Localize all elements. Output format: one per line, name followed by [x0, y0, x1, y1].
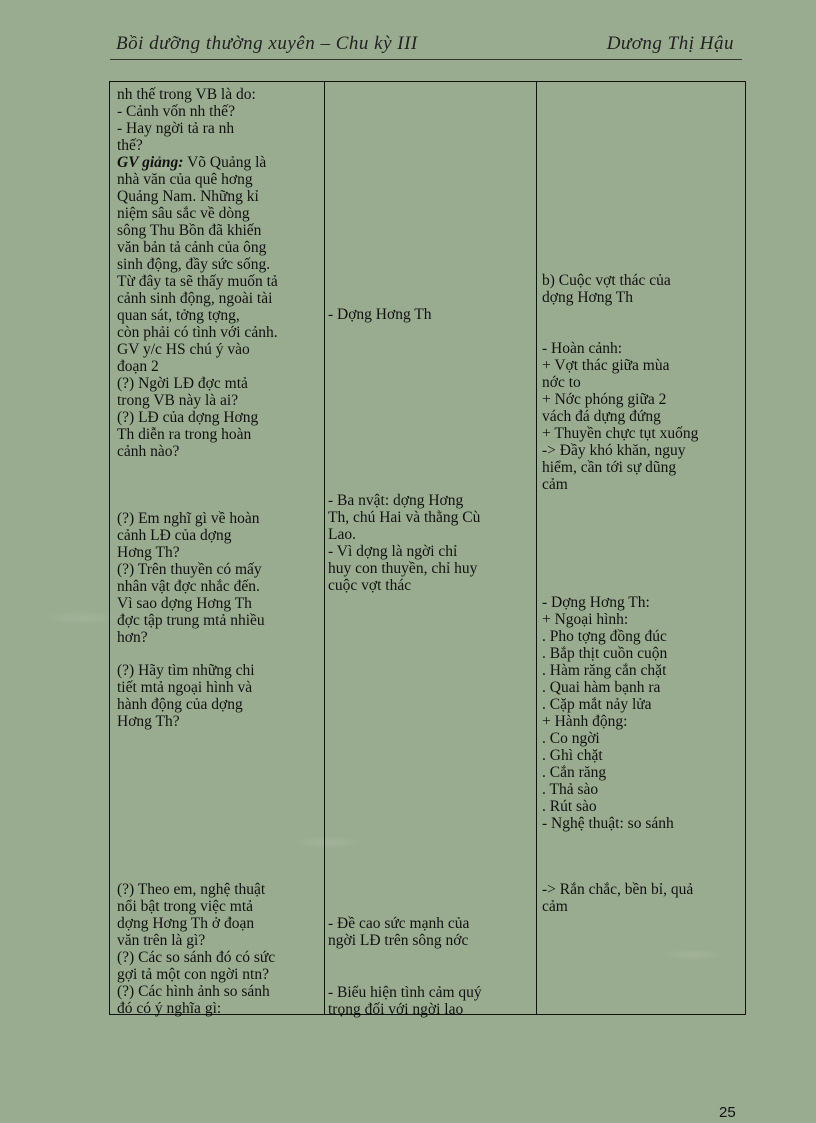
- text-line: dợng Hơng Th ở đoạn: [117, 915, 255, 932]
- text-line: ngời LĐ trên sông nớc: [328, 932, 469, 949]
- text-line: Vì sao dợng Hơng Th: [117, 595, 252, 612]
- text-line: - Biểu hiện tình cảm quý: [328, 984, 482, 1001]
- text-line: tiết mtả ngoại hình và: [117, 679, 253, 696]
- text-line: (?) Em nghĩ gì về hoàn: [117, 510, 260, 527]
- text-line: nhân vật đợc nhắc đến.: [117, 578, 260, 595]
- text-line: Võ Quảng là: [187, 154, 267, 171]
- text-line: - Ba nvật: dợng Hơng: [328, 492, 464, 509]
- text-line: đoạn 2: [117, 358, 159, 375]
- col3-block-4: [542, 881, 738, 915]
- text-line: vách đá dựng đứng: [542, 408, 661, 425]
- text-line: đợc tập trung mtả nhiều: [117, 612, 265, 629]
- text-line: + Ngoại hình:: [542, 611, 629, 628]
- text-line: sinh động, đầy sức sống.: [117, 256, 271, 273]
- text-line: cảm: [542, 476, 568, 493]
- text-line: + Vợt thác giữa mùa: [542, 357, 670, 374]
- text-line: hơn?: [117, 629, 148, 646]
- text-line: -> Rắn chắc, bền bỉ, quả: [542, 881, 694, 898]
- col1-block-2-text: [117, 154, 315, 460]
- col1-block-1: [117, 86, 315, 154]
- text-line: thế?: [117, 137, 143, 154]
- text-line: . Co ngời: [542, 730, 600, 747]
- text-line: - Nghệ thuật: so sánh: [542, 815, 674, 832]
- text-line: b) Cuộc vợt thác của: [542, 272, 671, 289]
- col1-block-3: [117, 510, 315, 646]
- text-line: (?) Ngời LĐ đợc mtả: [117, 375, 248, 392]
- text-line: GV y/c HS chú ý vào: [117, 341, 250, 358]
- col1-block-2: [117, 154, 315, 460]
- header-divider: [110, 59, 742, 60]
- text-line: (?) Theo em, nghệ thuật: [117, 881, 266, 898]
- text-line: trong VB này là ai?: [117, 392, 239, 409]
- col3-block-2: [542, 340, 738, 493]
- col3-block-3: [542, 594, 738, 832]
- text-line: + Thuyền chực tụt xuống: [542, 425, 699, 442]
- col2-block-2: [328, 492, 524, 594]
- text-line: cuộc vợt thác: [328, 577, 412, 594]
- text-line: huy con thuyền, chỉ huy: [328, 560, 478, 577]
- text-line: niệm sâu sắc về dòng: [117, 205, 250, 222]
- text-line: - Cảnh vốn nh thế?: [117, 103, 235, 120]
- text-line: gợi tả một con ngời ntn?: [117, 966, 269, 983]
- text-line: Từ đây ta sẽ thấy muốn tả: [117, 273, 278, 290]
- text-line: . Thả sào: [542, 781, 599, 798]
- text-line: Quảng Nam. Những kỉ: [117, 188, 259, 205]
- gv-label: GV giảng:: [117, 154, 184, 171]
- text-line: - Hay ngời tả ra nh: [117, 120, 235, 137]
- text-line: Th diễn ra trong hoàn: [117, 426, 252, 443]
- text-line: quan sát, tởng tợng,: [117, 307, 240, 324]
- text-line: . Pho tợng đồng đúc: [542, 628, 667, 645]
- text-line: - Đề cao sức mạnh của: [328, 915, 470, 932]
- text-line: hành động của dợng: [117, 696, 243, 713]
- text-line: - Vì dợng là ngời chỉ: [328, 543, 458, 560]
- text-line: sông Thu Bồn đã khiến: [117, 222, 262, 239]
- text-line: - Dợng Hơng Th: [328, 306, 432, 323]
- col3-block-1: [542, 272, 738, 306]
- text-line: . Ghì chặt: [542, 747, 603, 764]
- text-line: văn bản tả cảnh của ông: [117, 239, 267, 256]
- content-column: [536, 82, 745, 1014]
- text-line: cảm: [542, 898, 568, 915]
- text-line: . Rút sào: [542, 798, 597, 815]
- text-line: hiểm, cần tới sự dũng: [542, 459, 677, 476]
- header-author: Dương Thị Hậu: [606, 33, 734, 54]
- text-line: nhà văn của quê hơng: [117, 171, 253, 188]
- header-title: Bồi dưỡng thường xuyên – Chu kỳ III: [116, 33, 418, 54]
- text-line: (?) Hãy tìm những chi: [117, 662, 255, 679]
- text-line: cảnh LĐ của dợng: [117, 527, 232, 544]
- text-line: nh thế trong VB là do:: [117, 86, 256, 103]
- text-line: cảnh sinh động, ngoài tài: [117, 290, 273, 307]
- text-line: văn trên là gì?: [117, 932, 206, 949]
- text-line: đó có ý nghĩa gì:: [117, 1000, 222, 1017]
- text-line: . Quai hàm bạnh ra: [542, 679, 661, 696]
- text-line: (?) Các so sánh đó có sức: [117, 949, 276, 966]
- text-line: (?) Các hình ảnh so sánh: [117, 983, 270, 1000]
- text-line: . Cặp mắt nảy lửa: [542, 696, 652, 713]
- text-line: nớc to: [542, 374, 581, 391]
- text-line: + Nớc phóng giữa 2: [542, 391, 667, 408]
- teacher-activity-column: [110, 82, 325, 1017]
- text-line: . Bắp thịt cuồn cuộn: [542, 645, 668, 662]
- text-line: Lao.: [328, 526, 356, 543]
- text-line: Hơng Th?: [117, 713, 180, 730]
- text-line: Th, chú Hai và thằng Cù: [328, 509, 481, 526]
- student-activity-column: [324, 82, 537, 1018]
- col1-block-4: [117, 662, 315, 730]
- text-line: cảnh nào?: [117, 443, 180, 460]
- col2-block-4: [328, 984, 524, 1018]
- col2-block-3: [328, 915, 524, 949]
- text-line: -> Đầy khó khăn, nguy: [542, 442, 686, 459]
- lesson-table: [109, 81, 746, 1018]
- text-line: (?) Trên thuyền có mấy: [117, 561, 262, 578]
- text-line: còn phải có tình với cảnh.: [117, 324, 278, 341]
- text-line: . Hàm răng cắn chặt: [542, 662, 667, 679]
- page-number: 25: [719, 1104, 736, 1121]
- text-line: nổi bật trong việc mtả: [117, 898, 254, 915]
- text-line: Hơng Th?: [117, 544, 180, 561]
- text-line: trọng đối với ngời lao: [328, 1001, 464, 1018]
- col1-block-5: [117, 881, 315, 1017]
- text-line: - Hoàn cảnh:: [542, 340, 623, 357]
- text-line: . Cắn răng: [542, 764, 607, 781]
- text-line: + Hành động:: [542, 713, 628, 730]
- text-line: - Dợng Hơng Th:: [542, 594, 650, 611]
- text-line: (?) LĐ của dợng Hơng: [117, 409, 259, 426]
- col2-block-1: [328, 306, 524, 323]
- text-line: dợng Hơng Th: [542, 289, 634, 306]
